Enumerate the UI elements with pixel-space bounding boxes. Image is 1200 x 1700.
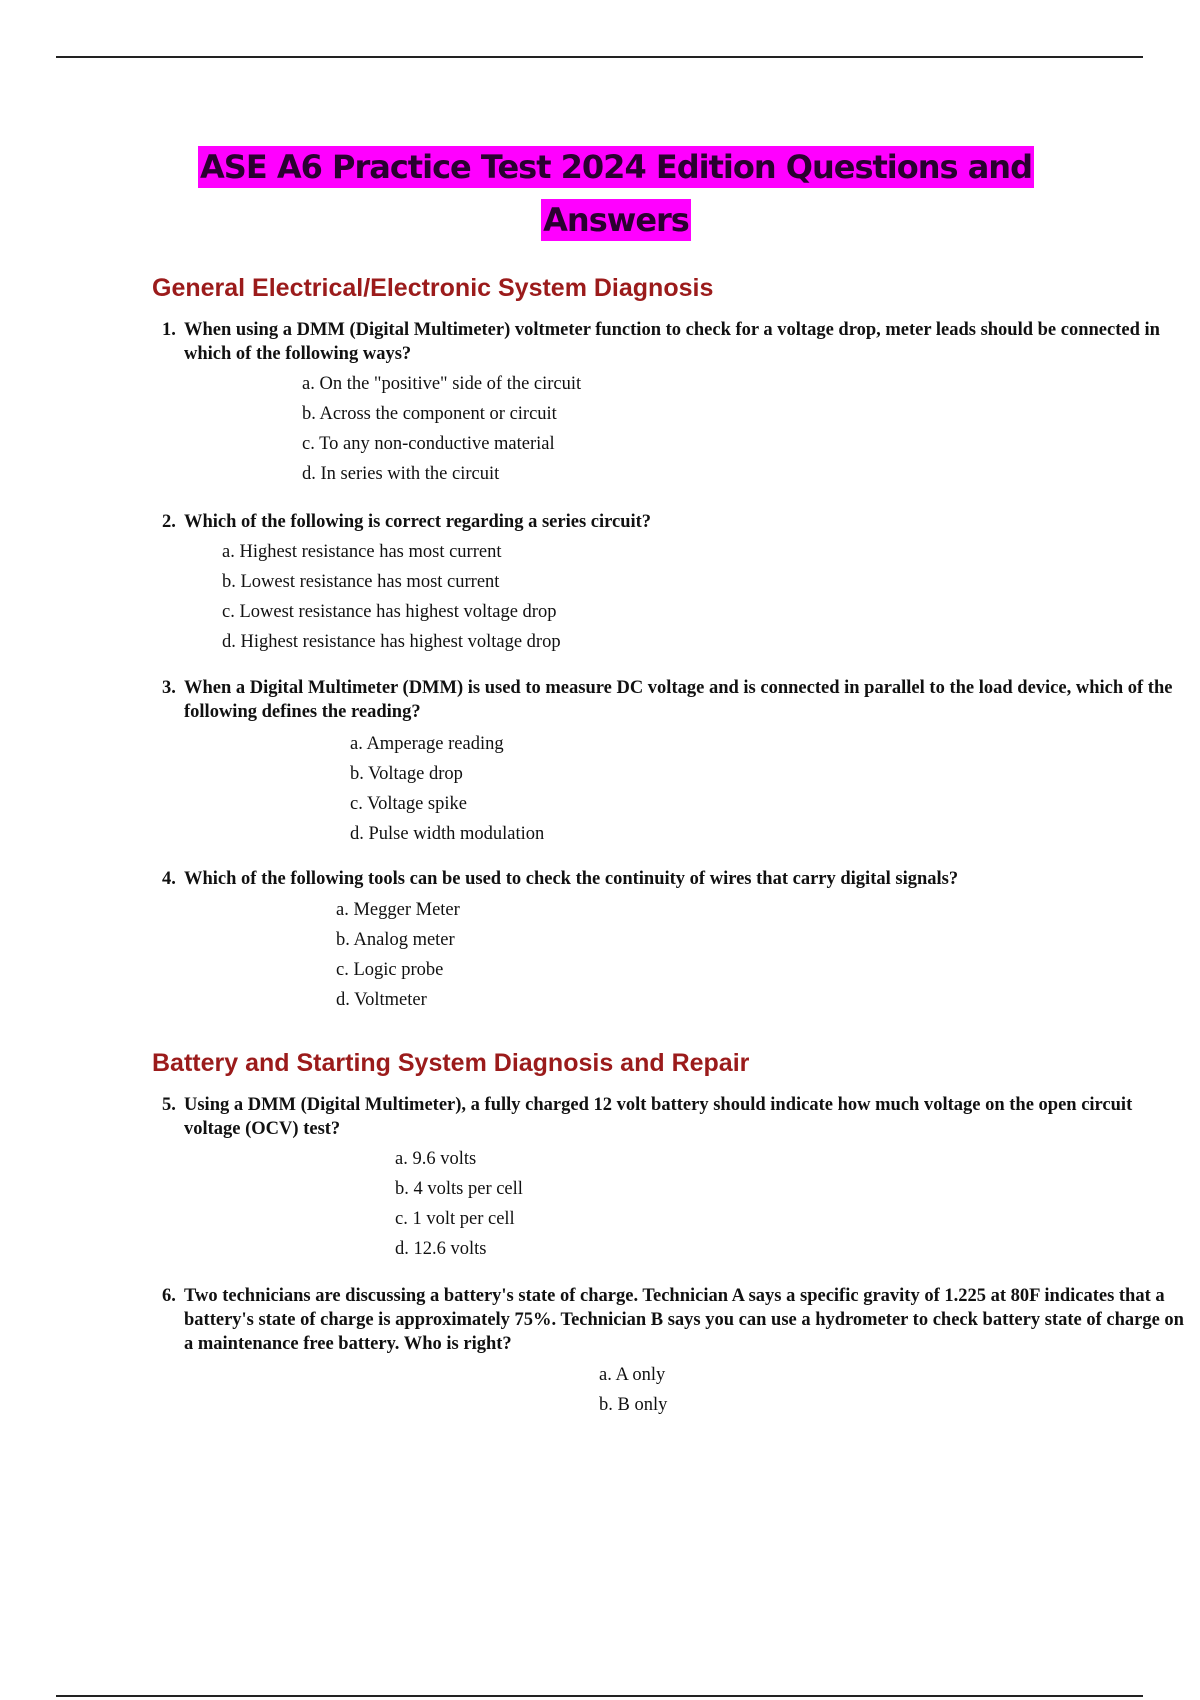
question-number: 1. bbox=[162, 320, 176, 340]
option: a. Megger Meter bbox=[336, 900, 460, 920]
question-5 bbox=[162, 1093, 1192, 1141]
top-rule bbox=[56, 56, 1143, 58]
question-number: 2. bbox=[162, 512, 176, 532]
section-heading: General Electrical/Electronic System Diagnosis bbox=[152, 274, 714, 302]
question-text: When a Digital Multimeter (DMM) is used to measure DC voltage and is connected in parallel to the load device, which of the following defines the reading? bbox=[184, 678, 1173, 722]
option: d. Pulse width modulation bbox=[350, 824, 545, 844]
option: c. Lowest resistance has highest voltage drop bbox=[222, 602, 557, 622]
options-4 bbox=[336, 895, 460, 1015]
options-5 bbox=[395, 1144, 523, 1264]
section-heading: Battery and Starting System Diagnosis and Repair bbox=[152, 1049, 750, 1077]
option: a. On the "positive" side of the circuit bbox=[302, 374, 582, 394]
question-text: Which of the following tools can be used to check the continuity of wires that carry digital signals? bbox=[184, 869, 959, 889]
option: d. 12.6 volts bbox=[395, 1239, 487, 1259]
title-line-2: Answers bbox=[543, 201, 689, 239]
option: b. B only bbox=[599, 1395, 668, 1415]
question-2 bbox=[162, 510, 1192, 534]
option: b. Analog meter bbox=[336, 930, 455, 950]
options-3 bbox=[350, 729, 544, 849]
question-text: Which of the following is correct regarding a series circuit? bbox=[184, 512, 652, 532]
option: b. Across the component or circuit bbox=[302, 404, 557, 424]
question-number: 5. bbox=[162, 1095, 176, 1115]
option: c. Logic probe bbox=[336, 960, 444, 980]
question-3 bbox=[162, 676, 1192, 724]
option: d. Voltmeter bbox=[336, 990, 427, 1010]
option: b. Lowest resistance has most current bbox=[222, 572, 500, 592]
options-1 bbox=[302, 369, 581, 489]
option: b. 4 volts per cell bbox=[395, 1179, 523, 1199]
question-text: Two technicians are discussing a battery's state of charge. Technician A says a specific gravity of 1.225 at 80F indicates that a battery's state of charge is approximately 75%. Technician B says you can use a hydrometer to check battery state of charge on a maintenance free battery. Who is right? bbox=[184, 1286, 1184, 1354]
option: a. Highest resistance has most current bbox=[222, 542, 502, 562]
question-4 bbox=[162, 867, 1192, 891]
document-title-2 bbox=[0, 201, 1200, 239]
question-number: 3. bbox=[162, 678, 176, 698]
option: d. Highest resistance has highest voltage drop bbox=[222, 632, 561, 652]
option: a. A only bbox=[599, 1365, 666, 1385]
title-line-1: ASE A6 Practice Test 2024 Edition Questions and bbox=[200, 148, 1032, 186]
question-text: Using a DMM (Digital Multimeter), a fully charged 12 volt battery should indicate how much voltage on the open circuit voltage (OCV) test? bbox=[184, 1095, 1133, 1139]
options-6 bbox=[599, 1360, 667, 1420]
option: a. 9.6 volts bbox=[395, 1149, 477, 1169]
document-title bbox=[0, 148, 1200, 186]
option: c. To any non-conductive material bbox=[302, 434, 555, 454]
option: a. Amperage reading bbox=[350, 734, 504, 754]
options-2 bbox=[222, 537, 561, 657]
option: c. 1 volt per cell bbox=[395, 1209, 515, 1229]
question-6 bbox=[162, 1284, 1192, 1356]
option: c. Voltage spike bbox=[350, 794, 467, 814]
option: b. Voltage drop bbox=[350, 764, 463, 784]
question-text: When using a DMM (Digital Multimeter) voltmeter function to check for a voltage drop, meter leads should be connected in which of the following ways? bbox=[184, 320, 1160, 364]
question-1 bbox=[162, 318, 1192, 366]
bottom-rule bbox=[56, 1695, 1143, 1697]
option: d. In series with the circuit bbox=[302, 464, 500, 484]
question-number: 6. bbox=[162, 1286, 176, 1306]
question-number: 4. bbox=[162, 869, 176, 889]
